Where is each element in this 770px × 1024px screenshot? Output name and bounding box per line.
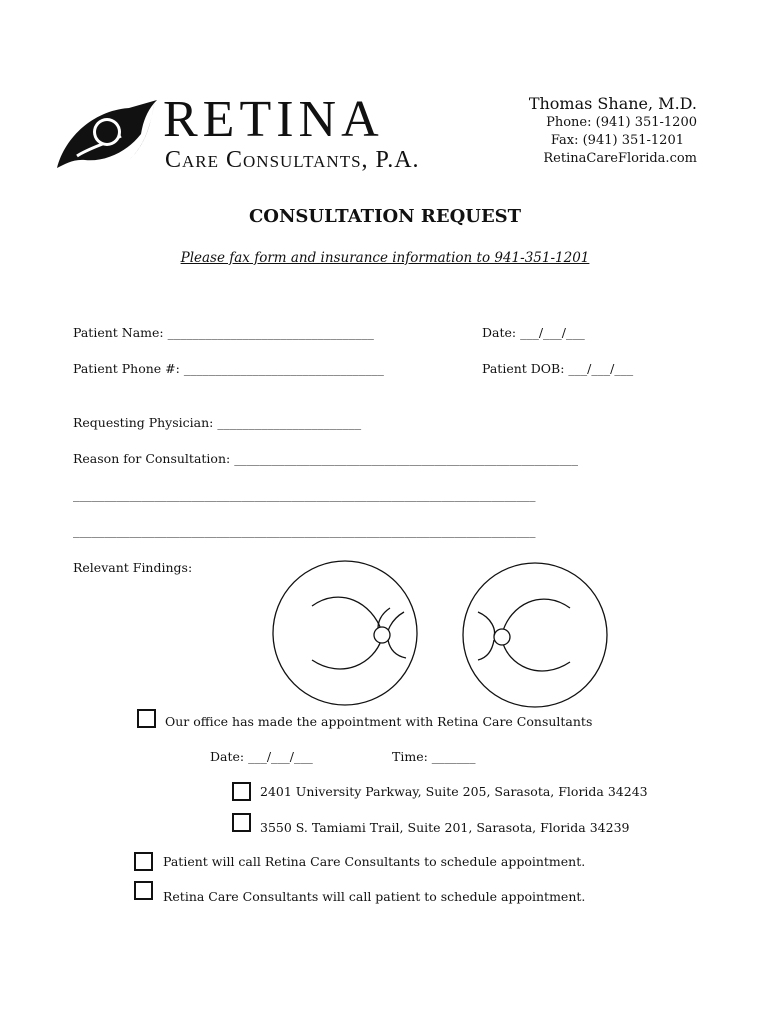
website: RetinaCareFlorida.com (543, 151, 697, 166)
date-field[interactable]: Date: ___/___/___ (482, 325, 585, 340)
brand-name: RETINA (163, 91, 384, 148)
location-tamiami-label: 3550 S. Tamiami Trail, Suite 201, Sarasota, Florida 34239 (260, 820, 630, 835)
location-tamiami-checkbox[interactable] (232, 813, 251, 832)
requesting-physician-field[interactable]: Requesting Physician: _______________________ (73, 415, 362, 430)
office-made-appointment-label: Our office has made the appointment with Retina Care Consultants (165, 714, 593, 729)
location-university-label: 2401 University Parkway, Suite 205, Sarasota, Florida 34243 (260, 784, 648, 799)
patient-name-field[interactable]: Patient Name: _________________________________ (73, 325, 374, 340)
left-eye-fundus-diagram[interactable] (462, 560, 610, 710)
fax-number: Fax: (941) 351-1201 (550, 133, 684, 148)
right-eye-fundus-diagram[interactable] (272, 558, 420, 708)
form-title: CONSULTATION REQUEST (248, 206, 522, 227)
location-university-checkbox[interactable] (232, 782, 251, 801)
fax-instruction: Please fax form and insurance information to 941-351-1201 (180, 250, 590, 266)
patient-will-call-checkbox[interactable] (134, 852, 153, 871)
brand-subtitle: Care Consultants, P.A. (165, 147, 420, 173)
doctor-name: Thomas Shane, M.D. (528, 94, 697, 113)
reason-line-3[interactable]: __________________________________________________________________________ (73, 523, 536, 538)
patient-phone-field[interactable]: Patient Phone #: ________________________________ (73, 361, 384, 376)
rcc-will-call-checkbox[interactable] (134, 881, 153, 900)
appointment-date-field[interactable]: Date: ___/___/___ (210, 749, 313, 764)
patient-will-call-label: Patient will call Retina Care Consultants to schedule appointment. (163, 854, 586, 869)
eye-logo-icon (55, 96, 165, 181)
rcc-will-call-label: Retina Care Consultants will call patient to schedule appointment. (163, 889, 586, 904)
phone-number: Phone: (941) 351-1200 (546, 115, 697, 130)
logo (55, 91, 445, 181)
reason-field[interactable]: Reason for Consultation: _______________________________________________________ (73, 451, 578, 466)
relevant-findings-label: Relevant Findings: (73, 560, 193, 575)
patient-dob-field[interactable]: Patient DOB: ___/___/___ (482, 361, 634, 376)
reason-line-2[interactable]: __________________________________________________________________________ (73, 487, 536, 502)
office-made-appointment-checkbox[interactable] (137, 709, 156, 728)
appointment-time-field[interactable]: Time: _______ (392, 749, 476, 764)
